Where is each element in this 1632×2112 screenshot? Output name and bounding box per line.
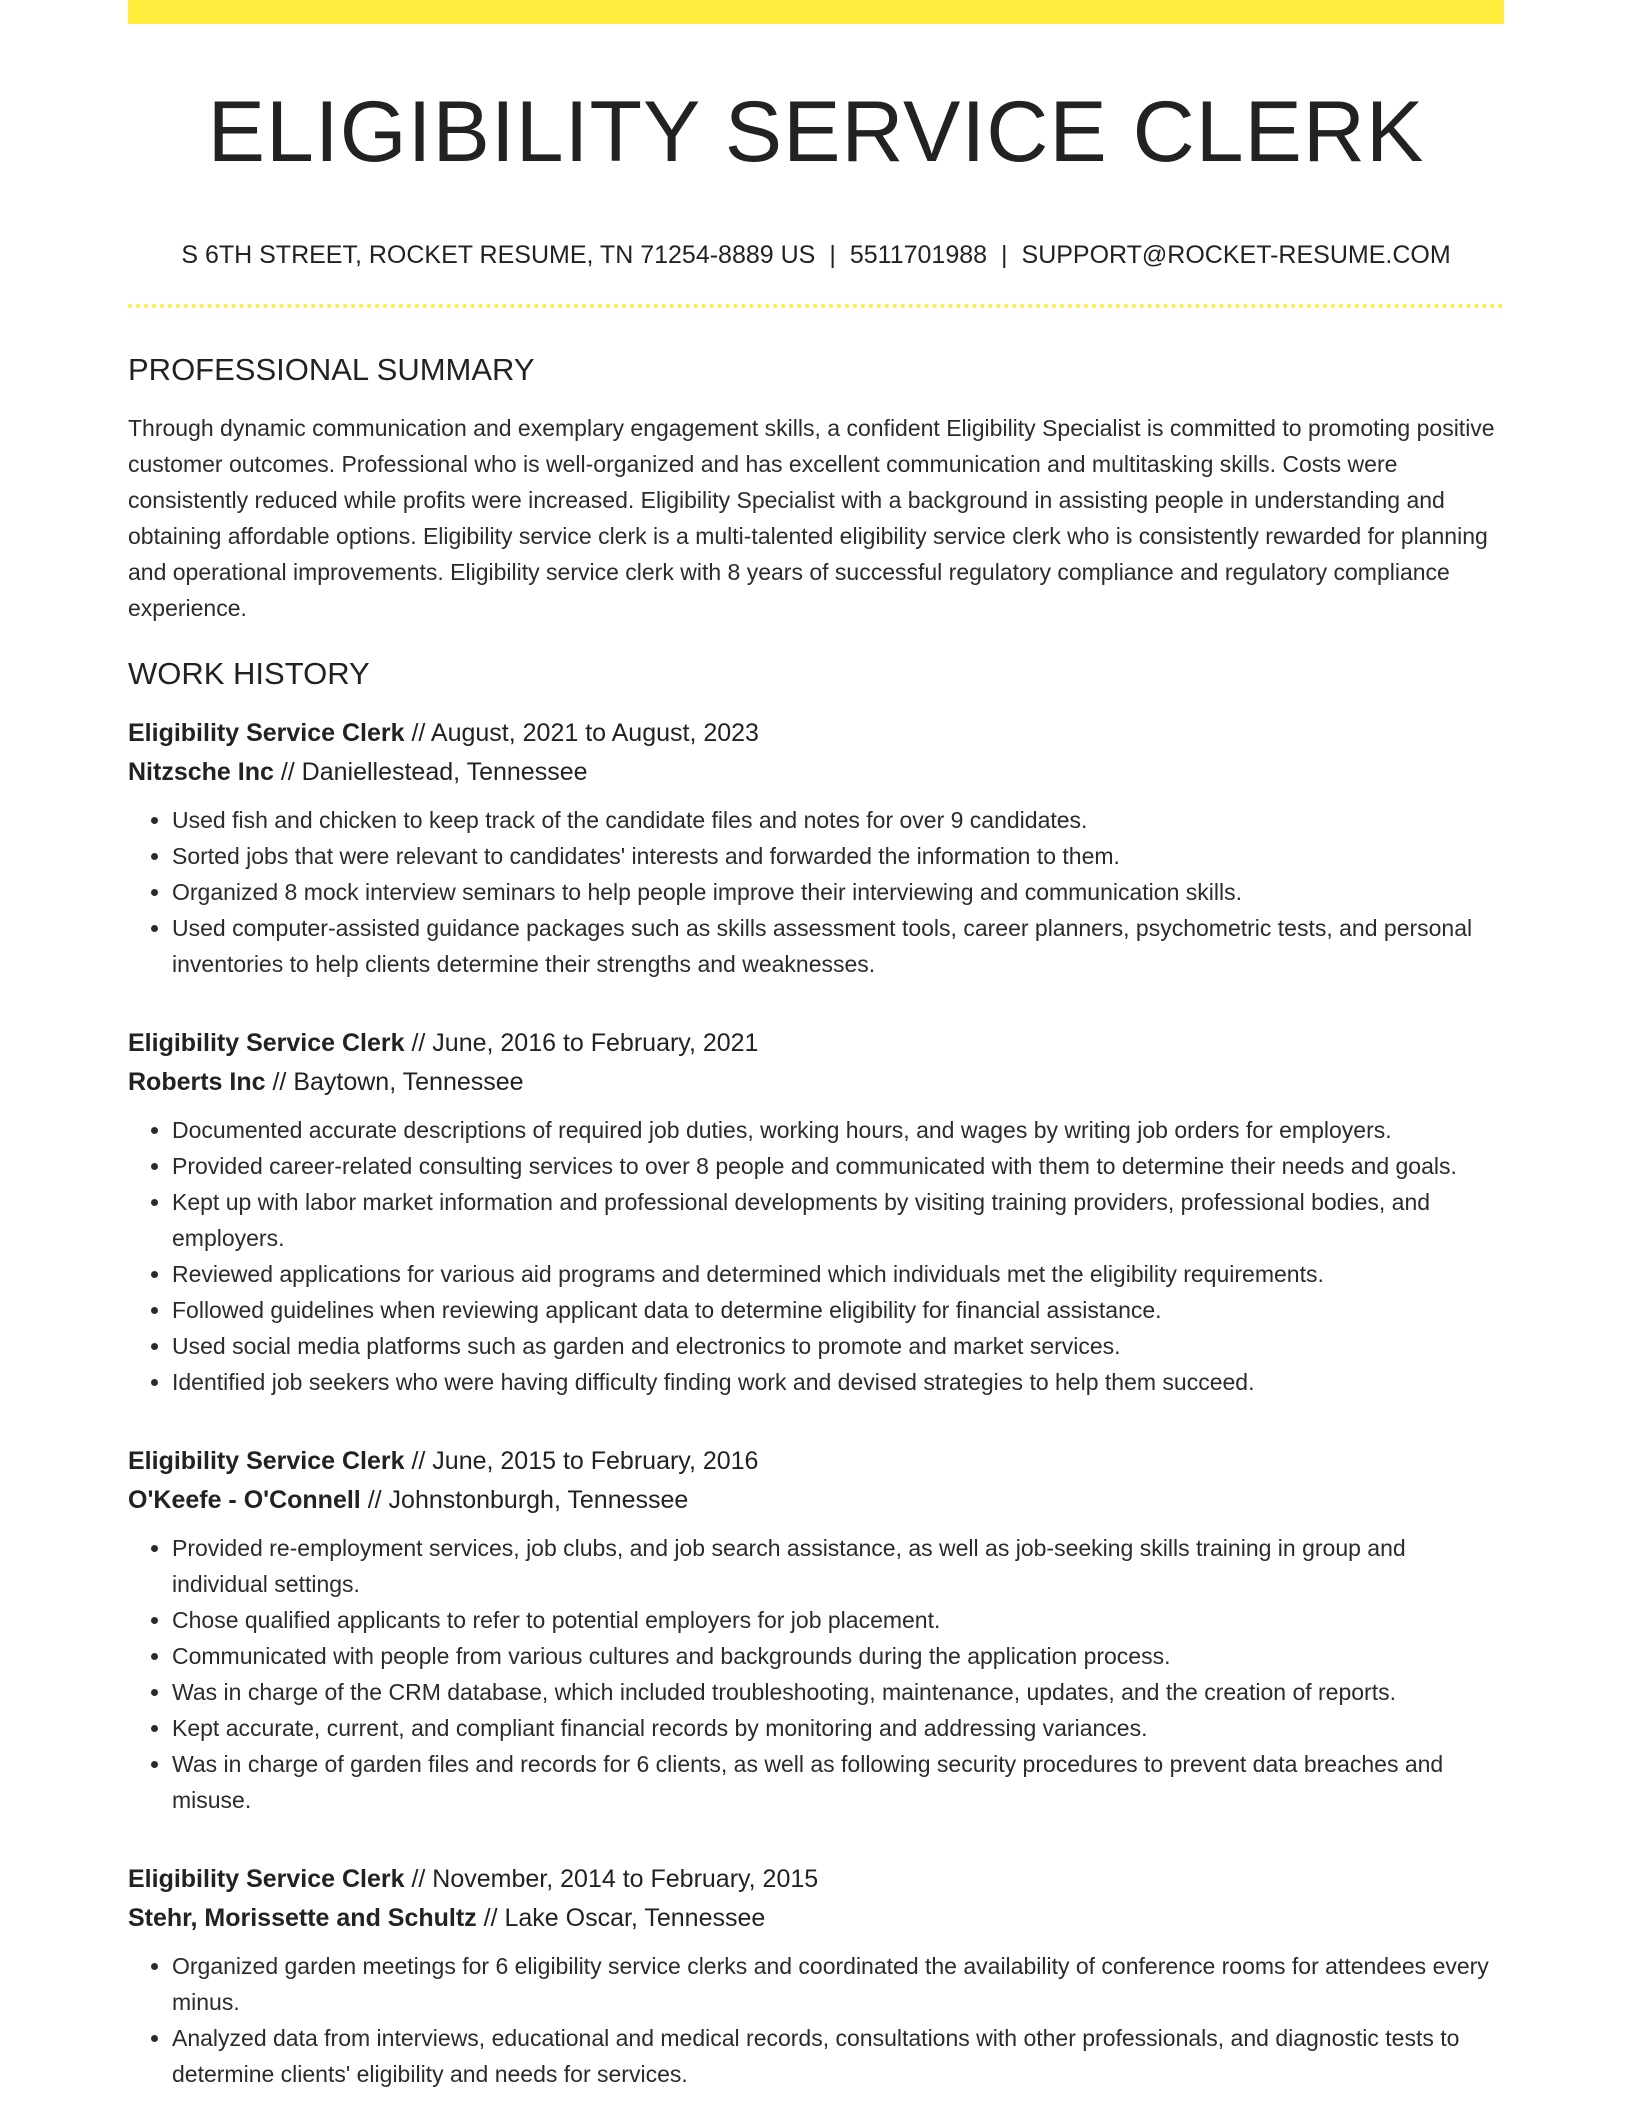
job-bullets <box>128 1948 1504 2092</box>
bullet-item: • Provided career-related consulting services to over 8 people and communicated with them to determine their needs and goals. <box>172 1148 1504 1184</box>
work-history-heading: WORK HISTORY <box>128 656 370 691</box>
job-company-line <box>128 1063 1504 1102</box>
address: S 6TH STREET, ROCKET RESUME, TN 71254-8889 US <box>181 241 816 269</box>
bullet-item: • Organized garden meetings for 6 eligibility service clerks and coordinated the availability of conference rooms for attendees every minus. <box>172 1948 1504 2020</box>
bullet-item: • Identified job seekers who were having difficulty finding work and devised strategies to help them succeed. <box>172 1364 1504 1400</box>
job-dates: // June, 2016 to February, 2021 <box>404 1029 759 1057</box>
job-role: Eligibility Service Clerk <box>128 1447 405 1475</box>
job-location: // Daniellestead, Tennessee <box>273 758 588 786</box>
bullet-item: • Used social media platforms such as garden and electronics to promote and market services. <box>172 1328 1504 1364</box>
job-role: Eligibility Service Clerk <box>128 719 405 747</box>
bullet-item: • Kept accurate, current, and compliant financial records by monitoring and addressing variances. <box>172 1710 1504 1746</box>
job-entry <box>128 1024 1504 1400</box>
job-entry <box>128 1860 1504 2092</box>
job-company: Nitzsche Inc <box>128 758 274 786</box>
dotted-divider <box>128 304 1504 308</box>
job-role: Eligibility Service Clerk <box>128 1029 405 1057</box>
job-company: Roberts Inc <box>128 1068 266 1096</box>
bullet-item: • Communicated with people from various cultures and backgrounds during the application process. <box>172 1638 1504 1674</box>
job-company-line <box>128 1899 1504 1938</box>
bullet-item: • Was in charge of the CRM database, which included troubleshooting, maintenance, updates, and the creation of reports. <box>172 1674 1504 1710</box>
job-location: // Lake Oscar, Tennessee <box>476 1904 766 1932</box>
job-role-line <box>128 1860 1504 1899</box>
bullet-item: • Used fish and chicken to keep track of the candidate files and notes for over 9 candidates. <box>172 802 1504 838</box>
job-company: O'Keefe - O'Connell <box>128 1486 361 1514</box>
email-link[interactable]: SUPPORT@ROCKET-RESUME.COM <box>1021 241 1451 269</box>
job-bullets <box>128 802 1504 982</box>
job-dates: // November, 2014 to February, 2015 <box>404 1865 819 1893</box>
resume-page <box>128 0 1504 2092</box>
job-company: Stehr, Morissette and Schultz <box>128 1904 477 1932</box>
job-entry <box>128 1442 1504 1818</box>
phone[interactable]: 5511701988 <box>849 241 988 269</box>
bullet-item: • Sorted jobs that were relevant to candidates' interests and forwarded the information to them. <box>172 838 1504 874</box>
bullet-item: • Documented accurate descriptions of required job duties, working hours, and wages by writing job orders for employers. <box>172 1112 1504 1148</box>
bullet-item: • Chose qualified applicants to refer to potential employers for job placement. <box>172 1602 1504 1638</box>
job-entry <box>128 714 1504 982</box>
job-role-line <box>128 1442 1504 1481</box>
bullet-item: • Kept up with labor market information and professional developments by visiting training providers, professional bodies, and employers. <box>172 1184 1504 1256</box>
job-role-line <box>128 714 1504 753</box>
summary-text: Through dynamic communication and exemplary engagement skills, a confident Eligibility Specialist is committed to promoting positive customer outcomes. Professional who is well-organized and has excellent communication and multitasking skills. Costs were consistently reduced while profits were increased. Eligibility Specialist with a background in assisting people in understanding and obtaining affordable options. Eligibility service clerk is a multi-talented eligibility service clerk who is consistently rewarded for planning and operational improvements. Eligibility service clerk with 8 years of successful regulatory compliance and regulatory compliance experience. <box>128 415 1495 621</box>
job-company-line <box>128 1481 1504 1520</box>
job-company-line <box>128 753 1504 792</box>
job-dates: // June, 2015 to February, 2016 <box>404 1447 759 1475</box>
summary-heading: PROFESSIONAL SUMMARY <box>128 352 535 387</box>
job-location: // Baytown, Tennessee <box>265 1068 524 1096</box>
bullet-item: • Provided re-employment services, job clubs, and job search assistance, as well as job-seeking skills training in group and individual settings. <box>172 1530 1504 1602</box>
job-bullets <box>128 1530 1504 1818</box>
candidate-title: ELIGIBILITY SERVICE CLERK <box>207 84 1425 180</box>
bullet-item: • Reviewed applications for various aid programs and determined which individuals met the eligibility requirements. <box>172 1256 1504 1292</box>
job-bullets <box>128 1112 1504 1400</box>
bullet-item: • Followed guidelines when reviewing applicant data to determine eligibility for financial assistance. <box>172 1292 1504 1328</box>
job-role: Eligibility Service Clerk <box>128 1865 405 1893</box>
accent-bar <box>128 0 1504 24</box>
bullet-item: • Analyzed data from interviews, educational and medical records, consultations with other professionals, and diagnostic tests to determine clients' eligibility and needs for services. <box>172 2020 1504 2092</box>
contact-line <box>128 240 1504 270</box>
work-history-list <box>128 714 1504 2092</box>
contact-separator: | <box>1001 241 1008 269</box>
job-dates: // August, 2021 to August, 2023 <box>404 719 759 747</box>
bullet-item: • Was in charge of garden files and records for 6 clients, as well as following security procedures to prevent data breaches and misuse. <box>172 1746 1504 1818</box>
job-role-line <box>128 1024 1504 1063</box>
contact-separator: | <box>829 241 836 269</box>
bullet-item: • Used computer-assisted guidance packages such as skills assessment tools, career planners, psychometric tests, and personal inventories to help clients determine their strengths and weaknesses. <box>172 910 1504 982</box>
bullet-item: • Organized 8 mock interview seminars to help people improve their interviewing and communication skills. <box>172 874 1504 910</box>
job-location: // Johnstonburgh, Tennessee <box>360 1486 689 1514</box>
